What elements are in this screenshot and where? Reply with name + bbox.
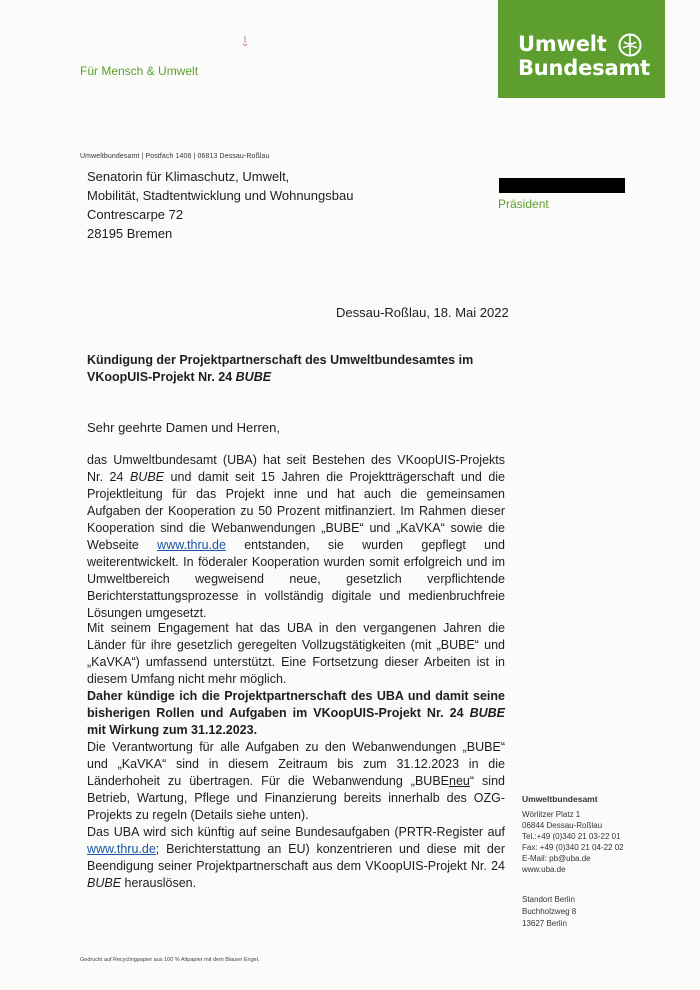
tagline: Für Mensch & Umwelt [80, 64, 199, 78]
recipient-address [87, 167, 353, 243]
recipient-line: Mobilität, Stadtentwicklung und Wohnungsbau [87, 188, 354, 203]
text-run: “ sind Betrieb, Wartung, Pflege und Finanzierung bereits innerhalb des OZG-Projekts zu regeln (Details siehe unten). [87, 774, 505, 822]
text-run-italic: BUBE [129, 470, 165, 484]
contact-website: www.uba.de [522, 865, 566, 874]
recycling-footer: Gedruckt auf Recyclingpapier aus 100 % Altpapier mit dem Blauen Engel. [80, 957, 260, 963]
thru-link[interactable]: www.thru.de [87, 842, 156, 856]
termination-statement [87, 688, 505, 739]
contact-line: Wörlitzer Platz 1 [522, 810, 581, 819]
letter-subject [87, 352, 507, 386]
text-run: Die Verantwortung für alle Aufgaben zu den Webanwendungen „BUBE“ und „KaVKA“ sind in diesem Zeitraum bis zum 31.12.2023 in die Länderhoheit zu übertragen. Für die Webanwendung „BUBE [87, 740, 505, 788]
recipient-line: Contrescarpe 72 [87, 207, 184, 222]
sender-address-line: Umweltbundesamt | Postfach 1406 | 06813 Dessau-Roßlau [80, 153, 270, 160]
subject-project: BUBE [235, 370, 272, 384]
recipient-line: Senatorin für Klimaschutz, Umwelt, [87, 169, 290, 184]
body-paragraph-1 [87, 452, 505, 622]
redaction-bar [499, 178, 625, 193]
branch-line: Standort Berlin [522, 895, 575, 904]
subject-text: Kündigung der Projektpartnerschaft des Umweltbundesamtes im VKoopUIS-Projekt Nr. 24 [87, 353, 474, 384]
text-block [87, 739, 505, 824]
thru-link[interactable]: www.thru.de [157, 538, 226, 552]
branch-line: Buchholzweg 8 [522, 907, 577, 916]
text-run-underlined: neu [449, 774, 470, 788]
contact-block [522, 794, 624, 875]
text-run: entstanden, sie wurden gepflegt und weiterentwickelt. In föderaler Kooperation wurden somit erfolgreich und im Umweltbereich wegweisend neue, gesetzlich verpflichtende Berichterstattungsprozesse in vollständig digitale und medienbruchfreie Lösungen umgesetzt. [87, 538, 506, 620]
contact-email: E-Mail: pb@uba.de [522, 854, 591, 863]
contact-line: 06844 Dessau-Roßlau [522, 821, 603, 830]
text-run: das Umweltbundesamt (UBA) hat seit Bestehen des VKoopUIS-Projekts Nr. 24 [87, 453, 505, 484]
recipient-line: 28195 Bremen [87, 226, 173, 241]
logo-globe-icon [618, 33, 642, 57]
text-run: herauslösen. [121, 876, 197, 890]
contact-phone: Tel.:+49 (0)340 21 03-22 01 [522, 832, 621, 841]
date-line: Dessau-Roßlau, 18. Mai 2022 [336, 305, 509, 320]
body-paragraph-2 [87, 620, 505, 892]
branch-line: 13627 Berlin [522, 919, 567, 928]
logo-text-umwelt: Umwelt [518, 32, 607, 56]
text-run: Mit seinem Engagement hat das UBA in den vergangenen Jahren die Länder für ihre gesetzlich geregelten Vollzugstätigkeiten (mit „BUBE“ und „KaVKA“) umfassend unterstützt. Eine Fortsetzung dieser Arbeiten ist in diesem Umfang nicht mehr möglich. [87, 621, 505, 686]
text-block [87, 824, 505, 892]
text-run-bold-italic: BUBE [469, 706, 505, 720]
text-run-bold: mit Wirkung zum 31.12.2023. [87, 723, 258, 737]
branch-office-block [522, 894, 576, 930]
logo [498, 0, 665, 98]
text-run: Das UBA wird sich künftig auf seine Bundesaufgaben (PRTR-Register auf [87, 825, 505, 839]
sender-role: Präsident [498, 197, 549, 211]
salutation: Sehr geehrte Damen und Herren, [87, 420, 280, 435]
text-run: und damit seit 15 Jahren die Projektträgerschaft und die Projektleitung für das Projekt inne und hat auch die gemeinsamen Aufgaben der Kooperation zu 50 Prozent mitfinanziert. Im Rahmen dieser Kooperation sind die Webanwendungen „BUBE“ und „KaVKA“ sowie die Webseite [87, 470, 505, 552]
text-run-bold: Daher kündige ich die Projektpartnerschaft des UBA und damit seine bisherigen Rollen und Aufgaben im VKoopUIS-Projekt Nr. 24 [87, 689, 505, 720]
contact-name: Umweltbundesamt [522, 794, 598, 804]
text-run-italic: BUBE [87, 876, 122, 890]
text-run: ; Berichterstattung an EU) konzentrieren und diese mit der Beendigung seiner Projektpartnerschaft aus dem VKoopUIS-Projekt Nr. 24 [87, 842, 505, 873]
logo-text-bundesamt: Bundesamt [518, 56, 650, 80]
pen-mark-icon [242, 35, 248, 47]
contact-fax: Fax: +49 (0)340 21 04-22 02 [522, 843, 624, 852]
text-block [87, 620, 505, 688]
